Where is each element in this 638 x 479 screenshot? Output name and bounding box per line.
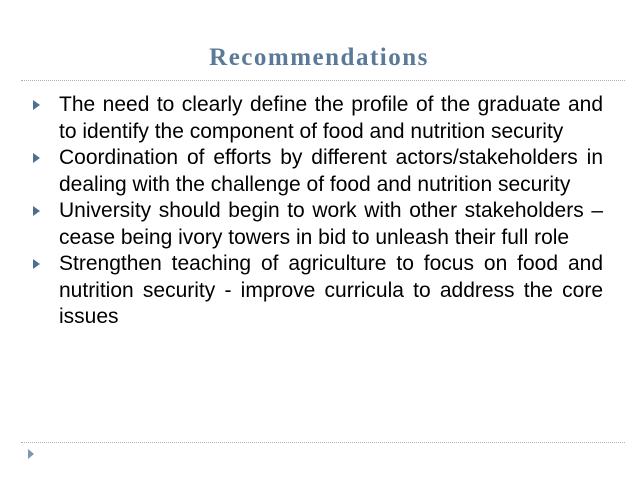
bullet-item [33, 92, 603, 145]
triangle-bullet-icon [33, 259, 40, 269]
bullet-item [33, 251, 603, 331]
bullet-text: Coordination of efforts by different actors/stakeholders in dealing with the challenge of food and nutrition security [59, 146, 603, 196]
slide-title: Recommendations [209, 44, 429, 71]
bullet-item [33, 198, 603, 251]
bullet-item [33, 145, 603, 198]
triangle-bullet-icon [33, 206, 40, 216]
triangle-bullet-icon [33, 100, 40, 110]
triangle-bullet-icon [33, 153, 40, 163]
title-divider [21, 80, 625, 81]
footer-divider [21, 442, 625, 443]
bullet-text: The need to clearly define the profile of the graduate and to identify the component of food and nutrition security [59, 93, 603, 143]
bullet-list [33, 92, 603, 331]
bullet-text: University should begin to work with other stakeholders – cease being ivory towers in bid to unleash their full role [59, 199, 603, 249]
bullet-text: Strengthen teaching of agriculture to focus on food and nutrition security - improve curricula to address the core issues [59, 252, 603, 328]
empty-bullet-icon [28, 449, 34, 459]
